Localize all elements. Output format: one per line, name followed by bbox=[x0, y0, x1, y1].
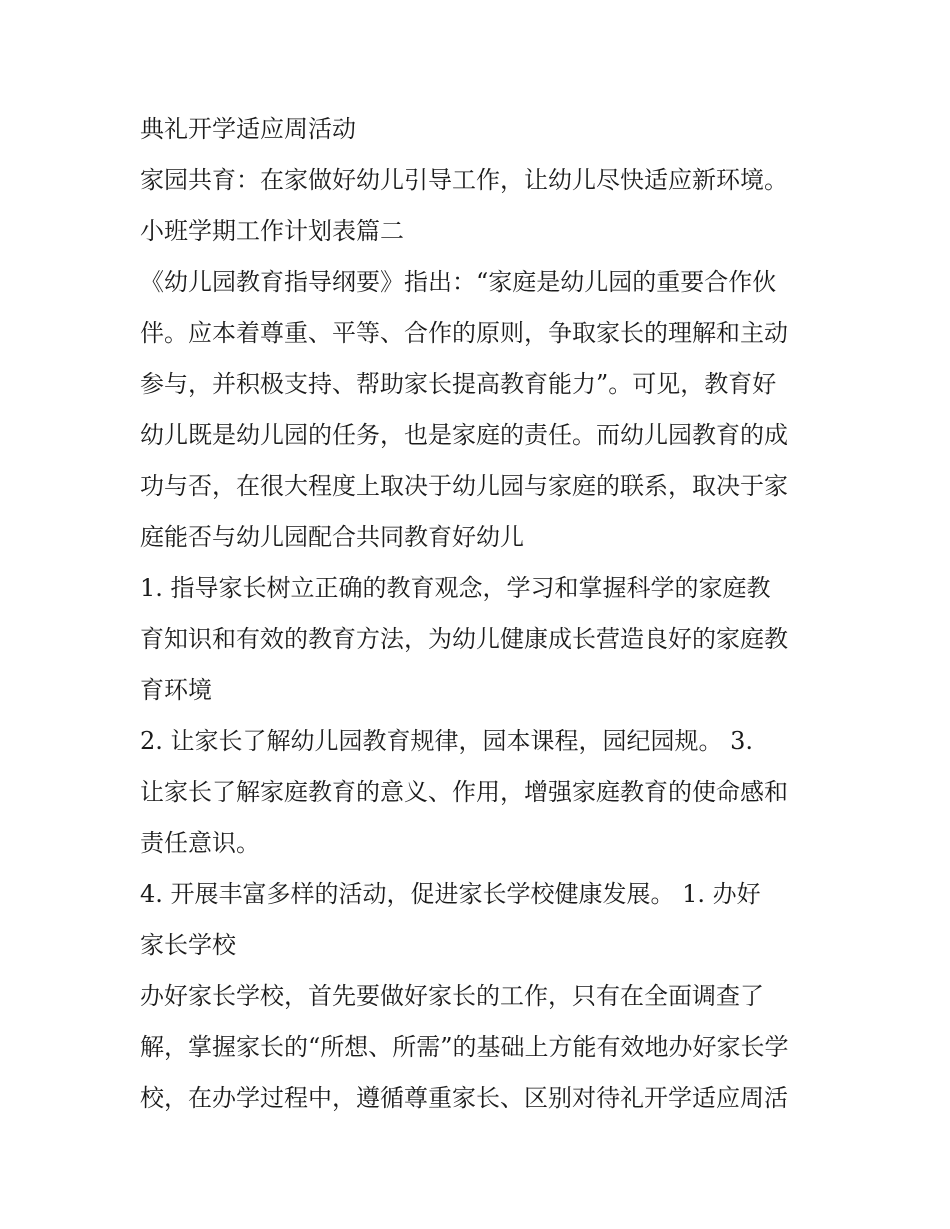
text-line: 校，在办学过程中，遵循尊重家长、区别对待礼开学适应周活 bbox=[140, 1084, 788, 1112]
text-line: 家长学校 bbox=[140, 931, 236, 959]
list-item: 4. 开展丰富多样的活动，促进家长学校健康发展。 1. 办好 bbox=[140, 880, 761, 908]
text-line: 责任意识。 bbox=[140, 829, 260, 857]
text-line: 《幼儿园教育指导纲要》指出：“家庭是幼儿园的重要合作伙 bbox=[140, 268, 777, 296]
text-line: 幼儿既是幼儿园的任务，也是家庭的责任。而幼儿园教育的成 bbox=[140, 421, 788, 449]
text-line: 功与否，在很大程度上取决于幼儿园与家庭的联系，取决于家 bbox=[140, 472, 788, 500]
list-item: 1. 指导家长树立正确的教育观念，学习和掌握科学的家庭教 bbox=[140, 574, 771, 602]
text-line: 解，掌握家长的“所想、所需”的基础上方能有效地办好家长学 bbox=[140, 1033, 789, 1061]
text-line: 育知识和有效的教育方法，为幼儿健康成长营造良好的家庭教 bbox=[140, 625, 788, 653]
text-line: 庭能否与幼儿园配合共同教育好幼儿 bbox=[140, 523, 524, 551]
text-line: 家园共育：在家做好幼儿引导工作，让幼儿尽快适应新环境。 bbox=[140, 166, 788, 194]
text-line: 让家长了解家庭教育的意义、作用，增强家庭教育的使命感和 bbox=[140, 778, 788, 806]
text-line: 参与，并积极支持、帮助家长提高教育能力”。可见，教育好 bbox=[140, 370, 777, 398]
text-line: 典礼开学适应周活动 bbox=[140, 115, 356, 143]
list-item: 2. 让家长了解幼儿园教育规律，园本课程，园纪园规。 3. bbox=[140, 727, 754, 755]
document-text bbox=[140, 104, 820, 1124]
text-line: 办好家长学校，首先要做好家长的工作，只有在全面调查了 bbox=[140, 982, 764, 1010]
text-line: 伴。应本着尊重、平等、合作的原则，争取家长的理解和主动 bbox=[140, 319, 788, 347]
section-heading: 小班学期工作计划表篇二 bbox=[140, 217, 404, 245]
text-line: 育环境 bbox=[140, 676, 212, 704]
